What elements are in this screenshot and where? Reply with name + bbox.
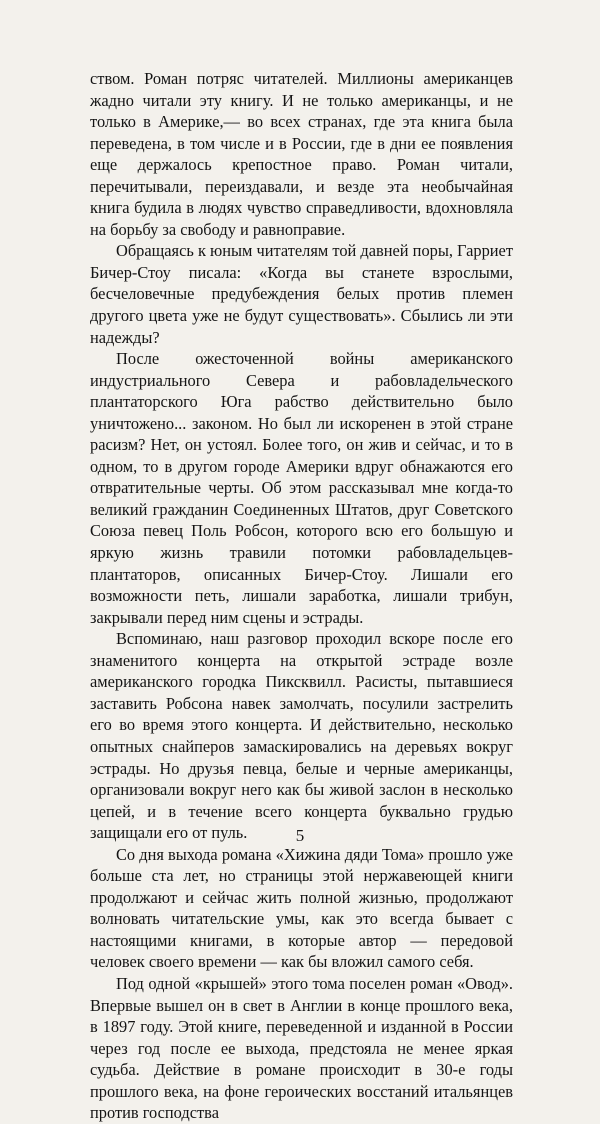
paragraph-4: Вспоминаю, наш разговор проходил вскоре после его знаменитого концерта на открытой эстраде возле американского городка Пиксквилл. Расисты, пытавшиеся заставить Робсона навек замолчать, посулили застрелить его во время этого концерта. И действительно, несколько опытных снайперов замаскировались на деревьях вокруг эстрады. Но друзья певца, белые и черные американцы, организовали вокруг него как бы живой заслон в несколько цепей, и в течение всего концерта буквально грудью защищали его от пуль. <box>90 629 513 843</box>
paragraph-3: После ожесточенной войны американского индустриального Севера и рабовладельческого плантаторского Юга рабство действительно было уничтожено... законом. Но был ли искоренен в этой стране расизм? Нет, он устоял. Более того, он жив и сейчас, и то в одном, то в другом городе Америки вдруг обнажаются его отвратительные черты. Об этом рассказывал мне когда-то великий гражданин Соединенных Штатов, друг Советского Союза певец Поль Робсон, которого всю его большую и яркую жизнь травили потомки рабовладельцев-плантаторов, описанных Бичер-Стоу. Лишали его возможности петь, лишали заработка, лишали трибун, закрывали перед ним сцены и эстрады. <box>90 349 513 627</box>
page-number: 5 <box>295 826 305 845</box>
paragraph-2: Обращаясь к юным читателям той давней поры, Гарриет Бичер-Стоу писала: «Когда вы станете взрослыми, бесчеловечные предубеждения белых против племен другого цвета уже не будут существовать». Сбылись ли эти надежды? <box>90 241 513 347</box>
paragraph-5: Со дня выхода романа «Хижина дяди Тома» прошло уже больше ста лет, но страницы этой нержавеющей книги продолжают и сейчас жить полной жизнью, продолжают волновать читательские умы, как это всегда бывает с настоящими книгами, в которые автор — передовой человек своего времени — как бы вложил самого себя. <box>90 844 513 972</box>
paragraph-6: Под одной «крышей» этого тома поселен роман «Овод». Впервые вышел он в свет в Англии в конце прошлого века, в 1897 году. Этой книге, переведенной и изданной в России через год после ее выхода, предстояла не менее яркая судьба. Действие в романе происходит в 30-е годы прошлого века, на фоне героических восстаний итальянцев против господства <box>90 973 513 1123</box>
page-body <box>90 68 513 1124</box>
paragraph-1: ством. Роман потряс читателей. Миллионы американцев жадно читали эту книгу. И не только американцы, и не только в Америке,— во всех странах, где эта книга была переведена, в том числе и в России, где в дни ее появления еще держалось крепостное право. Роман читали, перечитывали, переиздавали, и везде эта необычайная книга будила в людях чувство справедливости, вдохновляла на борьбу за свободу и равноправие. <box>90 69 513 239</box>
